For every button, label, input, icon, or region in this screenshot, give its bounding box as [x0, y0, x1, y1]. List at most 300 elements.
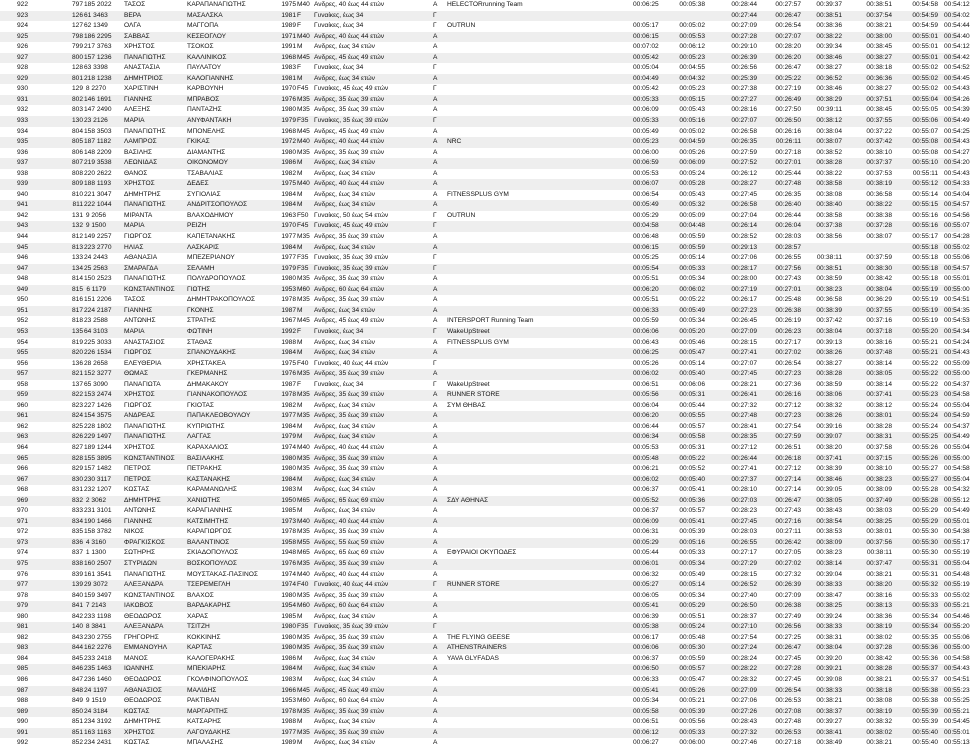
- table-row: [0, 696, 970, 707]
- cell-overall-rank: 992: [16, 739, 28, 747]
- cell-split-1-net: 00:05:34: [679, 317, 705, 325]
- cell-club: [447, 454, 617, 465]
- cell-first-name: ΑΝΤΩΝΗΣ: [124, 317, 156, 325]
- cell-class-rank-bib: 23 2588: [84, 317, 108, 325]
- cell-birth-year: 1980: [281, 454, 296, 462]
- cell-age-group: M40: [297, 1, 310, 8]
- cell-first-name: ΜΑΡΙΑ: [124, 117, 145, 125]
- cell-final-gun: 00:55:08: [912, 148, 938, 156]
- cell-split-2-net: 00:28:03: [775, 233, 801, 241]
- cell-split-1-gun: 00:04:49: [633, 74, 659, 82]
- cell-gender-class: Α: [433, 549, 438, 557]
- cell-overall-rank: 971: [16, 517, 28, 525]
- cell-birth-year: 1970: [281, 222, 296, 230]
- table-row: [0, 348, 970, 359]
- cell-first-name: ΜΑΝΟΣ: [124, 654, 148, 662]
- cell-last-name: ΣΤΑΘΑΣ: [187, 338, 213, 346]
- cell-split-2-gun: 00:27:09: [731, 327, 757, 335]
- cell-final-gun: 00:55:40: [912, 739, 938, 747]
- cell-gender-class: Α: [433, 559, 438, 567]
- cell-split-1-gun: 00:06:34: [633, 433, 659, 441]
- cell-overall-rank: 936: [16, 148, 28, 156]
- cell-split-2-net: 00:27:48: [775, 718, 801, 726]
- cell-gender-class: Α: [433, 43, 438, 51]
- cell-overall-rank: 940: [16, 190, 28, 198]
- cell-split-2-net: 00:27:45: [775, 676, 801, 683]
- cell-split-1-gun: 00:06:20: [633, 285, 659, 293]
- cell-overall-rank: 937: [16, 159, 28, 167]
- cell-split-2-net: 00:26:20: [775, 53, 801, 61]
- cell-class-rank-bib: 162 2276: [84, 644, 112, 652]
- cell-gender-class: Α: [433, 686, 438, 694]
- cell-gender-class: Α: [433, 697, 438, 705]
- cell-final-net: 00:54:46: [944, 612, 970, 620]
- cell-split-2-gun: 00:28:03: [731, 528, 757, 536]
- table-row: [0, 633, 970, 644]
- cell-club: [447, 285, 617, 296]
- cell-gender-class: Γ: [433, 85, 437, 93]
- cell-final-net: 00:54:49: [944, 507, 970, 515]
- cell-split-1-gun: 00:06:09: [633, 517, 659, 525]
- cell-category: Γυναίκες, 50 έως 54 ετών: [314, 211, 389, 219]
- cell-class-rank-bib: 149 2257: [84, 233, 112, 241]
- cell-split-1-gun: 00:05:51: [633, 275, 659, 283]
- cell-final-gun: 00:55:07: [912, 127, 938, 135]
- cell-category-rank: 823: [71, 401, 83, 409]
- cell-category: Ανδρες, 40 έως 44 ετών: [314, 517, 385, 525]
- cell-category: Ανδρες, 35 έως 39 ετών: [314, 707, 385, 715]
- cell-first-name: ΠΕΤΡΟΣ: [124, 465, 151, 473]
- cell-split-2-net: 00:26:35: [775, 190, 801, 198]
- cell-last-name: ΚΑΛΟΓΙΑΝΝΗΣ: [187, 74, 234, 82]
- cell-birth-year: 1948: [281, 549, 296, 557]
- cell-gender-class: Α: [433, 728, 438, 736]
- cell-class-rank-bib: 23 2126: [84, 117, 108, 125]
- cell-category-rank: 832: [71, 496, 83, 504]
- cell-split-1-gun: 00:05:41: [633, 686, 659, 694]
- cell-category: Ανδρες, έως 34 ετών: [314, 718, 375, 726]
- cell-final-gun: 00:55:18: [912, 254, 938, 262]
- cell-gender-class: Α: [433, 74, 438, 82]
- cell-gender-class: Α: [433, 644, 438, 652]
- cell-split-3-gun: 00:39:16: [816, 422, 842, 430]
- cell-split-2-gun: 00:27:04: [731, 211, 757, 219]
- cell-gender-class: Α: [433, 370, 438, 378]
- cell-class-rank-bib: 234 2431: [84, 739, 112, 747]
- cell-overall-rank: 976: [16, 570, 28, 578]
- cell-split-1-gun: 00:06:37: [633, 507, 659, 515]
- cell-birth-year: 1967: [281, 317, 296, 325]
- cell-split-3-net: 00:38:10: [866, 465, 892, 473]
- cell-overall-rank: 986: [16, 676, 28, 683]
- table-row: [0, 295, 970, 306]
- cell-gender-class: Α: [433, 106, 438, 114]
- cell-split-1-net: 00:05:21: [679, 697, 705, 705]
- cell-split-2-net: 00:27:02: [775, 349, 801, 357]
- table-row: [0, 612, 970, 623]
- table-row: [0, 475, 970, 486]
- cell-category: Ανδρες, 35 έως 39 ετών: [314, 728, 385, 736]
- cell-split-2-gun: 00:28:10: [731, 486, 757, 494]
- table-row: [0, 253, 970, 264]
- cell-split-2-net: 00:26:47: [775, 64, 801, 72]
- cell-category: Ανδρες, 35 έως 39 ετών: [314, 454, 385, 462]
- cell-gender-class: Α: [433, 454, 438, 462]
- cell-split-2-gun: 00:27:32: [731, 728, 757, 736]
- cell-club: [447, 612, 617, 623]
- cell-first-name: ΚΩΝΣΤΑΝΤΙΝΟΣ: [124, 454, 175, 462]
- cell-final-net: 00:54:37: [944, 422, 970, 430]
- cell-overall-rank: 952: [16, 317, 28, 325]
- cell-split-2-gun: 00:27:41: [731, 349, 757, 357]
- cell-age-group: F45: [297, 85, 309, 93]
- cell-last-name: ΧΑΝΙΩΤΗΣ: [187, 496, 221, 504]
- cell-category-rank: 810: [71, 190, 83, 198]
- cell-split-3-gun: 00:38:28: [816, 370, 842, 378]
- cell-gender-class: Γ: [433, 117, 437, 125]
- cell-club: [447, 432, 617, 443]
- cell-split-3-net: 00:38:02: [866, 633, 892, 641]
- cell-category: Ανδρες, 40 έως 44 ετών: [314, 138, 385, 146]
- cell-last-name: ΚΑΡΑΠΑΝΑΓΙΩΤΗΣ: [187, 1, 246, 8]
- cell-birth-year: 1986: [281, 159, 296, 167]
- cell-class-rank-bib: 232 1207: [84, 486, 112, 494]
- cell-birth-year: 1983: [281, 676, 296, 683]
- cell-category-rank: 804: [71, 127, 83, 135]
- cell-class-rank-bib: 225 3033: [84, 338, 112, 346]
- cell-class-rank-bib: 233 1198: [84, 612, 112, 620]
- cell-category-rank: 816: [71, 296, 83, 304]
- cell-club: [447, 295, 617, 306]
- cell-last-name: ΔΗΜΗΤΡΑΚΟΠΟΥΛΟΣ: [187, 296, 256, 304]
- cell-final-gun: 00:55:34: [912, 623, 938, 631]
- cell-category-rank: 812: [71, 233, 83, 241]
- cell-split-1-net: 00:05:38: [679, 1, 705, 8]
- cell-category: Γυναίκες, 35 έως 39 ετών: [314, 254, 389, 262]
- cell-first-name: ΠΑΝΑΓΙΩΤΑ: [124, 380, 161, 388]
- cell-category: Γυναίκες, έως 34: [314, 22, 364, 30]
- cell-overall-rank: 953: [16, 327, 28, 335]
- cell-gender-class: Α: [433, 190, 438, 198]
- cell-category-rank: 137: [71, 380, 83, 388]
- cell-split-2-net: 00:27:45: [775, 654, 801, 662]
- cell-final-gun: 00:55:12: [912, 180, 938, 188]
- cell-class-rank-bib: 159 3497: [84, 591, 112, 599]
- cell-split-3-gun: 00:38:52: [816, 148, 842, 156]
- cell-category: Ανδρες, 35 έως 39 ετών: [314, 528, 385, 536]
- cell-overall-rank: 949: [16, 285, 28, 293]
- cell-birth-year: 1970: [281, 85, 296, 93]
- cell-final-gun: 00:55:24: [912, 422, 938, 430]
- cell-first-name: ΝΙΚΟΣ: [124, 528, 144, 536]
- cell-category: Ανδρες, έως 34 ετών: [314, 654, 375, 662]
- cell-split-2-net: 00:26:53: [775, 697, 801, 705]
- cell-birth-year: 1978: [281, 296, 296, 304]
- cell-age-group: M35: [297, 106, 310, 114]
- cell-age-group: M35: [297, 591, 310, 599]
- cell-gender-class: Α: [433, 422, 438, 430]
- cell-birth-year: 1983: [281, 486, 296, 494]
- cell-overall-rank: 948: [16, 275, 28, 283]
- cell-split-2-gun: 00:27:03: [731, 496, 757, 504]
- cell-category: Ανδρες, 40 έως 44 ετών: [314, 443, 385, 451]
- cell-age-group: F: [297, 380, 302, 388]
- cell-final-gun: 00:55:22: [912, 370, 938, 378]
- cell-split-1-gun: 00:05:42: [633, 53, 659, 61]
- cell-split-3-gun: 00:37:42: [816, 317, 842, 325]
- cell-split-3-gun: 00:39:20: [816, 654, 842, 662]
- cell-last-name: ΠΑΝΤΑΖΗΣ: [187, 106, 222, 114]
- cell-final-gun: 00:55:23: [912, 391, 938, 399]
- cell-overall-rank: 979: [16, 602, 28, 610]
- cell-final-gun: 00:55:21: [912, 338, 938, 346]
- cell-split-3-net: 00:38:18: [866, 686, 892, 694]
- cell-split-1-net: 00:05:59: [679, 233, 705, 241]
- cell-class-rank-bib: 228 1802: [84, 422, 112, 430]
- cell-final-net: 00:54:58: [944, 654, 970, 662]
- cell-overall-rank: 967: [16, 475, 28, 483]
- cell-category-rank: 845: [71, 654, 83, 662]
- cell-split-3-gun: 00:38:51: [816, 264, 842, 272]
- cell-split-3-gun: 00:38:54: [816, 517, 842, 525]
- cell-final-gun: 00:55:17: [912, 233, 938, 241]
- cell-category-rank: 815: [71, 285, 83, 293]
- cell-category-rank: 822: [71, 391, 83, 399]
- cell-final-net: 00:54:32: [944, 486, 970, 494]
- cell-final-gun: 00:55:27: [912, 465, 938, 473]
- cell-split-3-gun: 00:36:52: [816, 74, 842, 82]
- cell-club: [447, 464, 617, 475]
- cell-split-1-net: 00:06:12: [679, 43, 705, 51]
- cell-first-name: ΓΙΑΝΝΗΣ: [124, 95, 153, 103]
- cell-age-group: M: [297, 433, 303, 441]
- cell-split-1-net: 00:05:33: [679, 549, 705, 557]
- cell-final-net: 00:54:58: [944, 465, 970, 473]
- cell-split-1-gun: 00:05:29: [633, 538, 659, 546]
- cell-final-gun: 00:55:30: [912, 549, 938, 557]
- cell-split-3-gun: 00:38:58: [816, 211, 842, 219]
- cell-split-3-gun: 00:39:34: [816, 43, 842, 51]
- cell-final-net: 00:54:43: [944, 138, 970, 146]
- cell-split-2-net: 00:27:11: [775, 528, 801, 536]
- cell-gender-class: Α: [433, 306, 438, 314]
- cell-gender-class: Α: [433, 201, 438, 209]
- cell-final-net: 00:55:21: [944, 602, 970, 610]
- cell-overall-rank: 929: [16, 74, 28, 82]
- cell-class-rank-bib: 146 1691: [84, 95, 112, 103]
- table-row: [0, 664, 970, 675]
- cell-class-rank-bib: 235 1463: [84, 665, 112, 673]
- cell-split-1-net: 00:05:24: [679, 623, 705, 631]
- cell-last-name: ΒΑΛΑΝΤΙΝΟΣ: [187, 538, 230, 546]
- cell-category: Ανδρες, έως 34 ετών: [314, 486, 375, 494]
- cell-class-rank-bib: 230 3117: [84, 475, 112, 483]
- cell-last-name: ΓΚΕΡΜΑΝΗΣ: [187, 370, 228, 378]
- table-row: [0, 95, 970, 106]
- cell-first-name: ΔΗΜΗΤΡΙΟΣ: [124, 74, 163, 82]
- cell-split-3-gun: 00:38:27: [816, 359, 842, 367]
- cell-overall-rank: 954: [16, 338, 28, 346]
- cell-first-name: ΛΕΩΝΙΔΑΣ: [124, 159, 158, 167]
- cell-split-3-gun: 00:37:41: [816, 454, 842, 462]
- cell-final-gun: 00:55:25: [912, 433, 938, 441]
- cell-split-1-net: 00:05:29: [679, 602, 705, 610]
- cell-final-gun: 00:55:16: [912, 222, 938, 230]
- cell-split-1-gun: 00:05:52: [633, 496, 659, 504]
- cell-split-1-gun: 00:06:54: [633, 190, 659, 198]
- cell-split-3-gun: 00:39:08: [816, 676, 842, 683]
- cell-club: [447, 717, 617, 728]
- cell-category: Ανδρες, 40 έως 44 ετών: [314, 180, 385, 188]
- cell-final-net: 00:54:57: [944, 201, 970, 209]
- cell-last-name: ΛΑΓΓΑΣ: [187, 433, 211, 441]
- cell-age-group: M35: [297, 707, 310, 715]
- cell-age-group: M65: [297, 549, 310, 557]
- cell-club: [447, 517, 617, 528]
- cell-final-net: 00:55:04: [944, 401, 970, 409]
- cell-first-name: ΜΑΡΙΑ: [124, 222, 145, 230]
- cell-split-3-gun: 00:39:24: [816, 612, 842, 620]
- cell-birth-year: 1987: [281, 380, 296, 388]
- cell-class-rank-bib: 154 3575: [84, 412, 112, 420]
- cell-final-gun: 00:55:31: [912, 570, 938, 578]
- cell-overall-rank: 970: [16, 507, 28, 515]
- cell-split-3-gun: 00:38:33: [816, 581, 842, 589]
- cell-split-1-gun: 00:06:12: [633, 728, 659, 736]
- table-row: [0, 148, 970, 159]
- cell-split-3-net: 00:38:08: [866, 697, 892, 705]
- cell-split-1-net: 00:05:43: [679, 106, 705, 114]
- cell-age-group: M45: [297, 317, 310, 325]
- cell-club: [447, 664, 617, 675]
- cell-split-1-net: 00:05:36: [679, 496, 705, 504]
- cell-final-net: 00:54:43: [944, 349, 970, 357]
- table-row: [0, 63, 970, 74]
- cell-overall-rank: 926: [16, 43, 28, 51]
- cell-class-rank-bib: 157 1482: [84, 465, 112, 473]
- cell-overall-rank: 945: [16, 243, 28, 251]
- cell-final-net: 00:54:51: [944, 296, 970, 304]
- cell-gender-class: Α: [433, 285, 438, 293]
- cell-split-2-gun: 00:28:44: [731, 1, 757, 8]
- cell-split-3-net: 00:38:28: [866, 665, 892, 673]
- cell-class-rank-bib: 24 2443: [84, 254, 108, 262]
- cell-final-gun: 00:55:26: [912, 443, 938, 451]
- cell-final-gun: 00:55:36: [912, 654, 938, 662]
- cell-gender-class: Γ: [433, 264, 437, 272]
- cell-last-name: ΒΛΑΧΟΣ: [187, 591, 214, 599]
- cell-split-3-net: 00:38:27: [866, 53, 892, 61]
- cell-overall-rank: 955: [16, 349, 28, 357]
- cell-gender-class: Γ: [433, 11, 437, 19]
- cell-category: Ανδρες, έως 34 ετών: [314, 43, 375, 51]
- cell-final-net: 00:54:42: [944, 53, 970, 61]
- cell-split-3-net: 00:37:51: [866, 95, 892, 103]
- cell-age-group: M40: [297, 180, 310, 188]
- cell-last-name: ΛΑΓΟΥΔΑΚΗΣ: [187, 728, 231, 736]
- cell-category-rank: 826: [71, 433, 83, 441]
- cell-split-3-net: 00:37:58: [866, 443, 892, 451]
- cell-split-3-gun: 00:38:47: [816, 591, 842, 599]
- cell-split-3-gun: 00:38:46: [816, 53, 842, 61]
- table-row: [0, 601, 970, 612]
- cell-category: Ανδρες, έως 34 ετών: [314, 433, 375, 441]
- cell-class-rank-bib: 155 3895: [84, 454, 112, 462]
- cell-category: Ανδρες, έως 34 ετών: [314, 306, 375, 314]
- cell-split-2-net: 00:27:56: [775, 264, 801, 272]
- cell-gender-class: Α: [433, 180, 438, 188]
- cell-birth-year: 1976: [281, 95, 296, 103]
- table-row: [0, 738, 970, 749]
- cell-age-group: M45: [297, 127, 310, 135]
- cell-split-1-net: [671, 11, 705, 22]
- cell-final-gun: 00:55:30: [912, 528, 938, 536]
- cell-split-2-net: 00:27:18: [775, 148, 801, 156]
- cell-first-name: ΛΑΜΠΡΟΣ: [124, 138, 157, 146]
- cell-split-3-net: 00:37:59: [866, 254, 892, 262]
- cell-split-2-gun: 00:27:37: [731, 475, 757, 483]
- table-row: [0, 496, 970, 507]
- cell-split-2-gun: 00:27:54: [731, 633, 757, 641]
- cell-class-rank-bib: 163 1163: [84, 728, 112, 736]
- cell-class-rank-bib: 160 2507: [84, 559, 112, 567]
- cell-first-name: ΓΡΗΓΟΡΗΣ: [124, 633, 159, 641]
- cell-age-group: M40: [297, 443, 310, 451]
- cell-split-1-net: 00:05:02: [679, 22, 705, 30]
- cell-last-name: ΔΕΔΕΣ: [187, 180, 209, 188]
- cell-final-net: 00:55:19: [944, 549, 970, 557]
- table-row: [0, 221, 970, 232]
- cell-last-name: ΚΑΤΣΑΡΗΣ: [187, 718, 222, 726]
- cell-final-net: 00:54:59: [944, 412, 970, 420]
- cell-category: Ανδρες, 35 έως 39 ετών: [314, 148, 385, 156]
- cell-last-name: ΓΙΑΝΝΑΚΟΠΟΥΛΟΣ: [187, 391, 248, 399]
- cell-category-rank: 817: [71, 306, 83, 314]
- cell-club: [447, 696, 617, 707]
- cell-split-3-net: 00:38:32: [866, 718, 892, 726]
- cell-last-name: ΚΑΛΟΓΕΡΑΚΗΣ: [187, 654, 235, 662]
- cell-final-gun: 00:55:10: [912, 159, 938, 167]
- cell-class-rank-bib: 24 1197: [84, 686, 108, 694]
- cell-birth-year: 1954: [281, 602, 296, 610]
- cell-final-net: 00:55:13: [944, 739, 970, 747]
- cell-split-1-net: 00:05:40: [679, 370, 705, 378]
- cell-split-2-gun: 00:29:13: [731, 243, 757, 251]
- cell-last-name: ΜΠΟΝΕΛΗΣ: [187, 127, 225, 135]
- cell-class-rank-bib: 223 2770: [84, 243, 112, 251]
- cell-age-group: M: [297, 612, 303, 620]
- cell-split-2-gun: 00:28:37: [731, 612, 757, 620]
- cell-split-3-net: 00:37:15: [866, 454, 892, 462]
- cell-split-2-gun: 00:27:23: [731, 306, 757, 314]
- cell-club: [447, 32, 617, 43]
- cell-split-2-gun: 00:27:19: [731, 285, 757, 293]
- cell-club: [447, 179, 617, 190]
- cell-gender-class: Α: [433, 32, 438, 40]
- cell-split-2-gun: 00:27:07: [731, 359, 757, 367]
- cell-category-rank: 851: [71, 718, 83, 726]
- cell-class-rank-bib: 158 3782: [84, 528, 112, 536]
- cell-final-gun: 00:55:21: [912, 349, 938, 357]
- cell-class-rank-bib: 224 2187: [84, 306, 112, 314]
- cell-first-name: ΑΛΕΞΑΝΔΡΑ: [124, 581, 164, 589]
- cell-class-rank-bib: 4 3160: [85, 538, 106, 546]
- table-row: [0, 42, 970, 53]
- cell-first-name: ΘΕΟΔΩΡΟΣ: [124, 697, 162, 705]
- cell-final-net: 00:55:07: [944, 222, 970, 230]
- cell-split-2-gun: 00:27:24: [731, 644, 757, 652]
- cell-age-group: M55: [297, 538, 310, 546]
